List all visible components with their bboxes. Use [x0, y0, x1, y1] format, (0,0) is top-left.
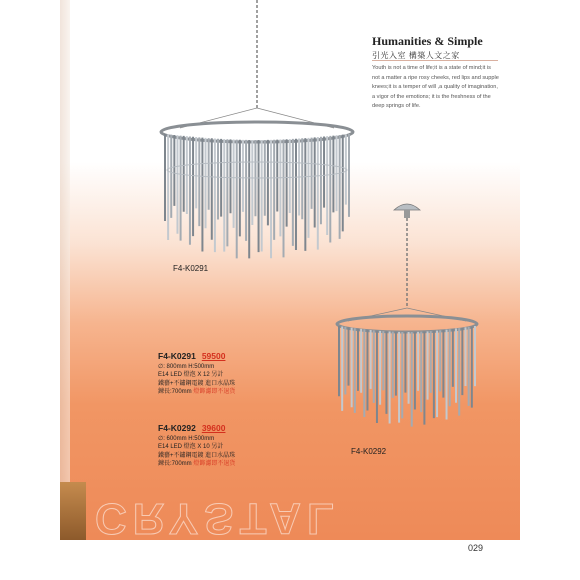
verse-line: not a matter a ripe rosy cheeks, red lips and supple: [372, 74, 499, 81]
product-chain: 鍊長:700mm: [158, 461, 192, 467]
page-number: 029: [468, 543, 484, 553]
verse-line: Youth is not a time of life;it is a state of mind;it is: [372, 65, 491, 71]
catalog-heading: Humanities & Simple: [372, 34, 483, 48]
product-size: ∅: 600mm H:500mm: [158, 435, 215, 442]
page-spine: [60, 0, 70, 540]
product-material: 鐵藝+不鏽鋼電鍍 進口水晶珠: [158, 380, 236, 387]
heading-divider: [372, 60, 498, 61]
verse-line: deep springs of life.: [372, 103, 421, 109]
product-bulb: E14 LED 燈泡 X 10 另計: [158, 444, 224, 450]
crystal-watermark: CRYSTAL: [95, 494, 340, 543]
lamp-label-k0291: F4-K0291: [173, 264, 209, 273]
product-note: 燈飾濾即不退貨: [193, 461, 236, 467]
product-size: ∅: 800mm H:500mm: [158, 363, 215, 370]
verse-line: knees;it is a temper of will ,a quality of imagination,: [372, 84, 498, 90]
product-material: 鐵藝+不鏽鋼電鍍 進口水晶珠: [158, 452, 236, 459]
product-code: F4-K0291: [158, 351, 196, 361]
product-note: 燈飾濾即不退貨: [193, 389, 236, 395]
wood-decor: [60, 482, 86, 540]
product-bulb: E14 LED 燈泡 X 12 另計: [158, 372, 224, 378]
product-code: F4-K0292: [158, 423, 196, 433]
verse-line: a vigor of the emotions; it is the freshness of the: [372, 93, 491, 100]
verse-block: [372, 64, 502, 112]
product-price: 39600: [201, 423, 226, 433]
lamp-label-k0292: F4-K0292: [351, 447, 387, 456]
spec-block-k0292: [158, 424, 235, 469]
chandelier-small-image: [330, 196, 490, 436]
product-chain: 鍊長:700mm: [158, 389, 192, 395]
product-price: 59500: [201, 351, 226, 361]
spec-block-k0291: [158, 352, 235, 397]
catalog-subheading: 引光入室 構築人文之家: [372, 51, 460, 60]
